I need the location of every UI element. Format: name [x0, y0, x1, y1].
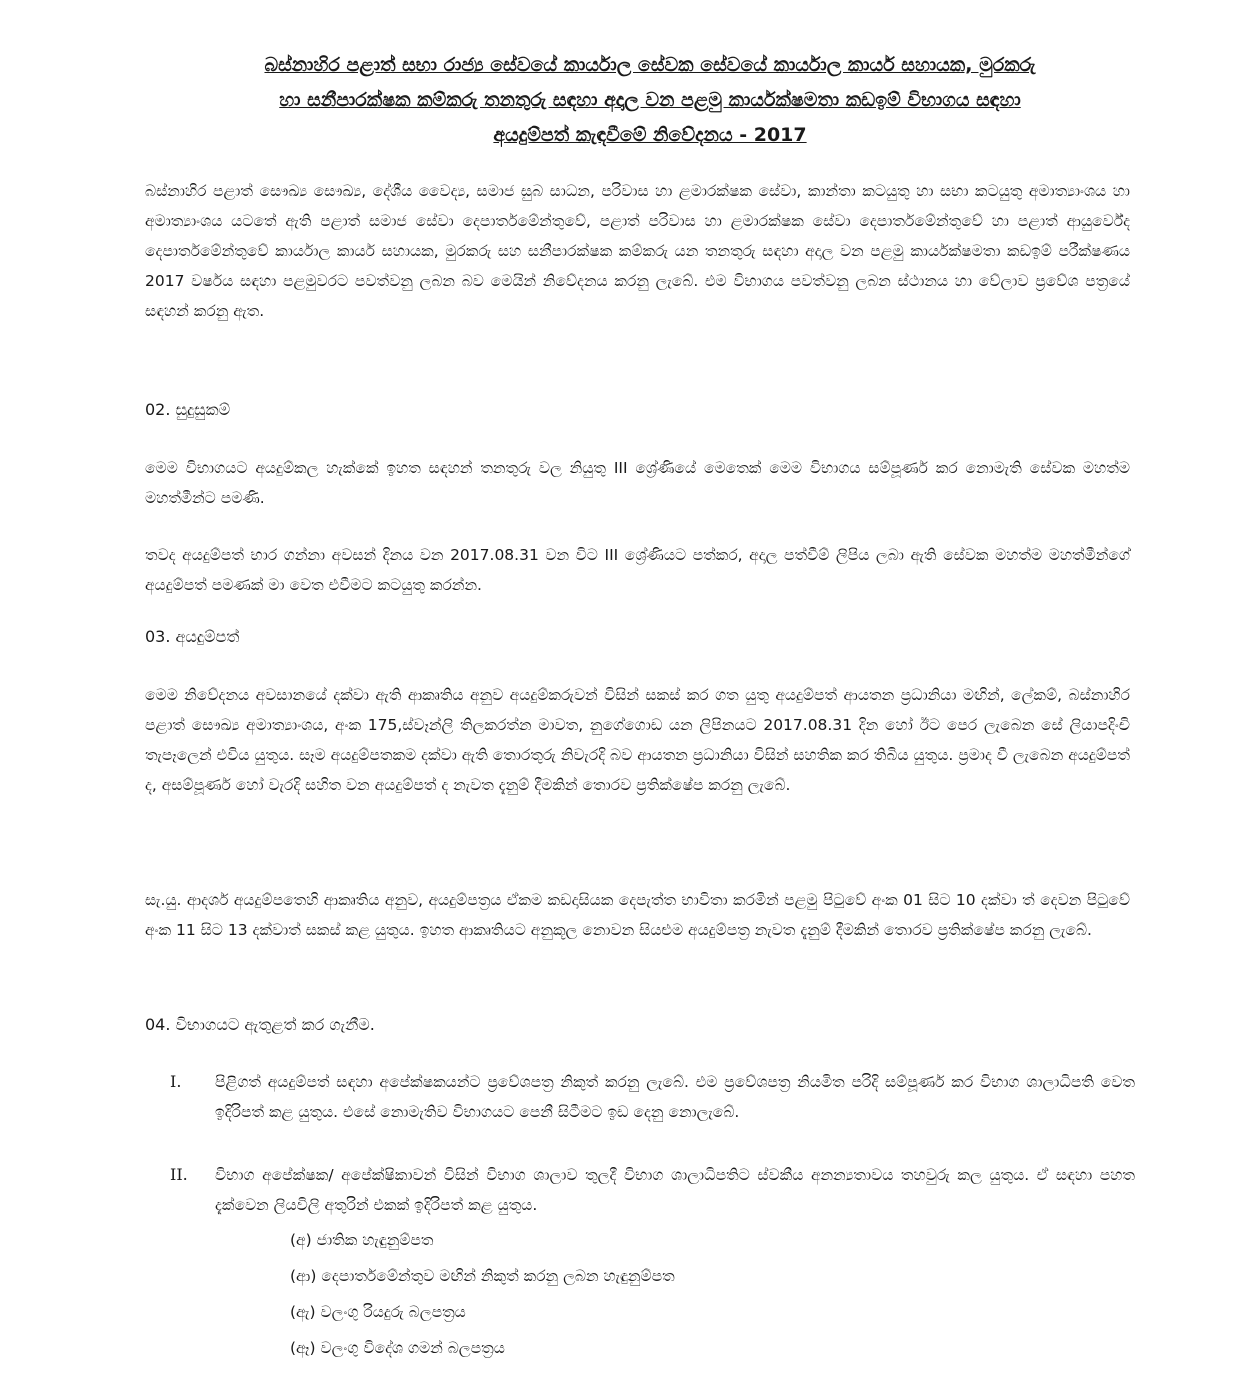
notice-title-line-2: හා සනීපාරක්ෂක කම්කරු තනතුරු සඳහා අදාල වන පළමු කාර්යක්ෂමතා කඩඉම් විභාගය සඳහා [279, 89, 1021, 111]
list-item: (ඈ) වලංගු විදේශ ගමන් බලපත්‍රය [290, 1339, 505, 1357]
section-4-heading: 04. විභාගයට ඇතුළත් කර ගැනීම. [145, 1015, 375, 1034]
item-text: පිළිගත් අයදුම්පත් සඳහා අපේක්ෂකයන්ට ප්‍රවේශපත්‍ර නිකුත් කරනු ලැබේ. එම ප්‍රවේශපත්‍ර නියමිත පරිදි සම්පූර්ණ කර විභාග ශාලාධිපති වෙත ඉදිරිපත් කළ යුතුය. එසේ නොමැතිව විභාගයට පෙනී සිටීමට ඉඩ දෙනු නොලැබේ. [215, 1073, 1135, 1121]
section-2-paragraph-2: තවද අයදුම්පත් භාර ගන්නා අවසන් දිනය වන 2017.08.31 වන විට III ශ්‍රේණියට පත්කර, අදාල පත්වීම් ලිපිය ලබා ඇති සේවක මහත්ම මහත්මීන්ගේ අයදුම්පත් පමණක් මා වෙත එවීමට කටයුතු කරන්න. [145, 546, 1130, 594]
section-2-paragraph-1: මෙම විභාගයට අයදුම්කල හැක්කේ ඉහත සඳහන් තනතුරු වල නියුතු III ශ්‍රේණියේ මෙතෙක් මෙම විභාගය සම්පූර්ණ කර නොමැති සේවක මහත්ම මහත්මීන්ට පමණි. [145, 459, 1130, 507]
section-2-heading: 02. සුදුසුකම් [145, 400, 231, 419]
identity-documents-list [290, 1222, 675, 1366]
section-3-paragraph-1: මෙම නිවේදනය අවසානයේ දක්වා ඇති ආකෘතිය අනුව අයදුම්කරුවන් විසින් සකස් කර ගත යුතු අයදුම්පත් ආයතන ප්‍රධානියා මඟින්, ලේකම්, බස්නාහිර පළාත් සෞඛ්‍ය අමාත්‍යාංශය, අංක 175,ස්වෑන්ලි තිලකරත්න මාවත, නුගේගොඩ යන ලිපිනයට 2017.08.31 දින හෝ ඊට පෙර ලැබෙන සේ ලියාපදිංචි තැපෑලෙන් එවිය යුතුය. සෑම අයදුම්පතකම දක්වා ඇති තොරතුරු නිවැරදි බව ආයතන ප්‍රධානියා විසින් සහතික කර තිබිය යුතුය. ප්‍රමාද වී ලැබෙන අයදුම්පත් ද, අසම්පූර්ණ හෝ වැරදි සහිත වන අයදුම්පත් ද නැවත දැනුම් දීමකින් තොරව ප්‍රතික්ෂේප කරනු ලැබේ. [145, 686, 1130, 794]
notice-title-line-1: බස්නාහිර පළාත් සභා රාජ්‍ය සේවයේ කාර්යාල සේවක සේවයේ කාර්යාල කාර්ය සහායක, මුරකරු [264, 54, 1036, 76]
intro-paragraph: බස්නාහිර පළාත් සෞඛ්‍ය සෞඛ්‍ය, දේශීය වෛද්‍ය, සමාජ සුබ සාධන, පරිවාස හා ළමාරක්ෂක සේවා, කාන්තා කටයුතු හා සභා කටයුතු අමාත්‍යාංශය හා අමාත්‍යාංශය යටතේ ඇති පළාත් සමාජ සේවා දෙපාර්තමේන්තුවේ, පළාත් පරිවාස හා ළමාරක්ෂක සේවා දෙපාර්තමේන්තුවේ හා පළාත් ආයුර්වේද දෙපාර්තමේන්තුවේ කාර්යාල කාර්ය සහායක, මුරකරු සහ සනීපාරක්ෂක කම්කරු යන තනතුරු සඳහා අදාල වන පළමු කාර්යක්ෂමතා කඩඉම් පරීක්ෂණය 2017 වර්ෂය සඳහා පළමුවරට පවත්වනු ලබන බව මෙයින් නිවේදනය කරනු ලැබේ. එම විභාගය පවත්වනු ලබන ස්ථානය හා වේලාව ප්‍රවේශ පත්‍රයේ සඳහන් කරනු ඇත. [145, 182, 1130, 320]
item-number: II. [170, 1165, 188, 1184]
item-number: I. [170, 1072, 182, 1091]
section-3-paragraph-2: සැ.යු. ආදර්ශ අයදුම්පතෙහි ආකෘතිය අනුව, අයදුම්පත්‍රය ඒකම කඩදාසියක දෙපැත්ත භාවිතා කරමින් පළමු පිටුවේ අංක 01 සිට 10 දක්වා ත් දෙවන පිටුවේ අංක 11 සිට 13 දක්වාත් සකස් කළ යුතුය. ඉහත ආකෘතියට අනුකූල නොවන සියළුම අයදුම්පත්‍ර නැවත දැනුම් දීමකින් තොරව ප්‍රතික්ෂේප කරනු ලැබේ. [145, 891, 1130, 939]
notice-title [150, 48, 1150, 153]
list-item: (ආ) දෙපාර්තමේන්තුව මඟින් නිකුත් කරනු ලබන හැඳුනුම්පත [290, 1267, 675, 1285]
item-text: විභාග අපේක්ෂක/ අපේක්ෂිකාවන් විසින් විභාග ශාලාව තුලදී විභාග ශාලාධිපතිට ස්වකීය අනන්‍යතාවය තහවුරු කල යුතුය. ඒ සඳහා පහත දැක්වෙන ලියවිලි අතුරින් එකක් ඉදිරිපත් කළ යුතුය. [215, 1166, 1135, 1214]
list-item: (ඇ) වලංගු රියදුරු බලපත්‍රය [290, 1303, 466, 1321]
notice-title-line-3: අයදුම්පත් කැඳවීමේ නිවේදනය - 2017 [493, 124, 807, 146]
section-3-heading: 03. අයදුම්පත් [145, 627, 240, 646]
list-item: (අ) ජාතික හැඳුනුම්පත [290, 1231, 434, 1249]
